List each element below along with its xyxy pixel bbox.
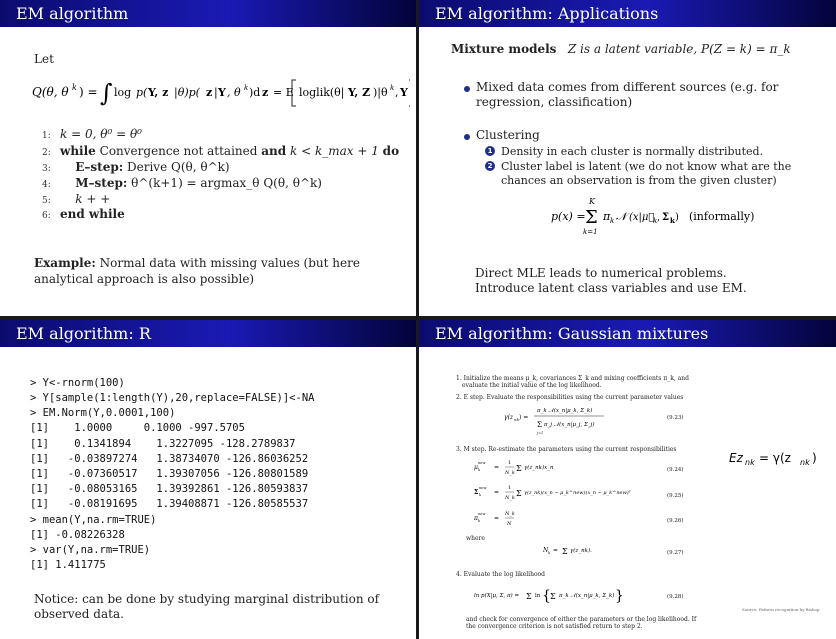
bullet-icon — [464, 86, 470, 92]
svg-text:N: N — [507, 521, 512, 527]
svg-text:|θ)p(: |θ)p( — [174, 86, 200, 99]
svg-text:k: k — [478, 468, 481, 472]
slide-title: EM algorithm: Applications — [419, 0, 836, 27]
r-code-line: [1] -0.08226328 — [30, 529, 125, 541]
step1-line-2: evaluate the initial value of the log likelihood. — [462, 382, 602, 389]
svg-text:γ(z_nk).: γ(z_nk). — [570, 548, 592, 554]
algo-line-2: 2: while Convergence not attained and k < k_max + 1 do — [42, 144, 400, 158]
svg-text:N_k: N_k — [505, 495, 515, 501]
footer-latent: Introduce latent class variables and use EM. — [475, 281, 747, 295]
svg-text:γ(z_nk)(x_n − μ_k^new)(x_n − μ: γ(z_nk)(x_n − μ_k^new)(x_n − μ_k^new)ᵀ — [524, 490, 631, 496]
slide-title: EM algorithm: Gaussian mixtures — [419, 320, 836, 347]
log-likelihood-formula — [474, 580, 654, 614]
svg-text:new: new — [478, 461, 486, 465]
footer-mle: Direct MLE leads to numerical problems. — [475, 266, 727, 280]
bullet-icon — [464, 134, 470, 140]
algo-line-1: 1: k = 0, θ⁰ = θ⁰ — [42, 127, 142, 141]
svg-text:loglik(θ|: loglik(θ| — [299, 86, 345, 99]
svg-text:Σ: Σ — [562, 547, 568, 556]
svg-text:k=1: k=1 — [583, 228, 598, 236]
svg-text:nk: nk — [514, 417, 519, 422]
svg-text:= E: = E — [273, 86, 294, 99]
svg-text:= γ(z: = γ(z — [759, 451, 791, 465]
svg-text:z: z — [206, 86, 213, 99]
notice-line-1: Notice: can be done by studying marginal distribution of — [34, 592, 380, 606]
mixture-models-line: Mixture models Z is a latent variable, P(Z = k) = π_k — [451, 42, 791, 56]
sub-density: Density in each cluster is normally distributed. — [501, 145, 764, 158]
svg-text:k: k — [244, 84, 249, 92]
svg-text:Y, z: Y, z — [148, 86, 169, 99]
svg-text:z: z — [262, 86, 269, 99]
r-code-line: > Y<-rnorm(100) — [30, 377, 125, 389]
where-text: where — [466, 535, 485, 542]
svg-text:k: k — [390, 84, 395, 92]
svg-text:)|θ: )|θ — [373, 86, 388, 99]
svg-text:Y: Y — [400, 86, 408, 99]
svg-text:Σ: Σ — [550, 592, 556, 601]
svg-text:k: k — [548, 551, 551, 555]
r-code-line: > var(Y,na.rm=TRUE) — [30, 544, 151, 556]
svg-text:ln: ln — [535, 593, 541, 599]
algo-line-5: 5: k + + — [42, 192, 111, 206]
eq-number: (9.25) — [667, 493, 684, 499]
svg-text:=: = — [494, 464, 500, 471]
svg-text:log: log — [114, 86, 132, 99]
svg-text:π: π — [474, 515, 478, 522]
svg-text:Σ: Σ — [516, 464, 522, 473]
number-2-icon: 2 — [485, 161, 495, 171]
source-note: Source: Pattern recognition by Bishop — [742, 607, 820, 612]
slide-gaussian-mixtures — [419, 320, 836, 639]
svg-text:k: k — [478, 519, 481, 523]
svg-text:,: , — [657, 212, 661, 223]
svg-text:k: k — [653, 217, 658, 225]
svg-text:p(x) =: p(x) = — [551, 210, 586, 223]
svg-text:ln p(X|μ, Σ, π) =: ln p(X|μ, Σ, π) = — [474, 593, 520, 599]
svg-text:1: 1 — [508, 460, 512, 466]
slide-em-applications — [419, 0, 836, 316]
svg-text:Σ: Σ — [516, 489, 522, 498]
step2-line: 2. E step. Evaluate the responsibilities using the current parameter values — [456, 394, 684, 401]
r-code-line: [1] -0.08053165 1.39392861 -126.80593837 — [30, 483, 309, 495]
mixture-density-formula — [549, 192, 809, 238]
slide-em-algorithm — [0, 0, 416, 316]
svg-text:π_j 𝒩(x_n|μ_j, Σ_j): π_j 𝒩(x_n|μ_j, Σ_j) — [544, 422, 595, 428]
svg-text:N_k: N_k — [505, 511, 515, 517]
svg-text:) =: ) = — [519, 414, 529, 421]
svg-text:Σ: Σ — [474, 489, 479, 496]
svg-text:new: new — [478, 512, 486, 516]
bullet-mixed-data-1: Mixed data comes from different sources (e.g. for — [476, 80, 779, 94]
check-line-1: and check for convergence of either the parameters or the log likelihood. If — [466, 616, 697, 623]
svg-text:k: k — [72, 83, 77, 92]
svg-text:1: 1 — [508, 485, 512, 491]
svg-text:N: N — [543, 547, 549, 554]
bullet-clustering: Clustering — [476, 128, 540, 142]
svg-text:π: π — [603, 210, 611, 223]
slide-title: EM algorithm: R — [0, 320, 416, 347]
svg-text:Y, Z: Y, Z — [348, 86, 371, 99]
svg-text:=: = — [553, 547, 559, 554]
svg-text:Σ: Σ — [662, 212, 670, 223]
r-code-line: > mean(Y,na.rm=TRUE) — [30, 514, 157, 526]
svg-text:Ez: Ez — [729, 451, 743, 465]
svg-text:nk: nk — [745, 458, 755, 467]
eq-number: (9.23) — [667, 415, 684, 421]
svg-text:Y: Y — [218, 86, 226, 99]
gamma-formula — [504, 402, 624, 436]
svg-text:) =: ) = — [79, 85, 98, 99]
svg-text:|: | — [214, 86, 218, 99]
number-1-icon: 1 — [485, 146, 495, 156]
eq-number: (9.24) — [667, 467, 684, 473]
r-code-line: [1] -0.08191695 1.39408871 -126.80585537 — [30, 498, 309, 510]
r-code-line: [1] 1.0000 0.1000 -997.5705 — [30, 422, 245, 434]
check-line-2: the convergence criterion is not satisfied return to step 2. — [466, 623, 643, 630]
svg-text:): ) — [675, 212, 679, 223]
svg-text:𝒩: 𝒩 — [616, 210, 627, 223]
let-text: Let — [34, 52, 54, 66]
eq-number: (9.27) — [667, 550, 684, 556]
eq-number: (9.28) — [667, 594, 684, 600]
r-code-line: [1] 1.411775 — [30, 559, 106, 571]
svg-text:k: k — [670, 216, 675, 225]
slide-em-r — [0, 320, 416, 639]
svg-text:N_k: N_k — [505, 470, 515, 476]
svg-text:γ(z_nk)x_n: γ(z_nk)x_n — [524, 465, 554, 471]
bullet-mixed-data-2: regression, classification) — [476, 95, 633, 109]
svg-text:k: k — [479, 493, 482, 497]
svg-text:): ) — [812, 451, 817, 465]
eq-number: (9.26) — [667, 518, 684, 524]
svg-text:)d: )d — [249, 86, 261, 99]
svg-text:}: } — [615, 588, 624, 604]
r-code-line: [1] 0.1341894 1.3227095 -128.2789837 — [30, 438, 296, 450]
svg-text:k: k — [610, 217, 615, 225]
step3-line: 3. M step. Re-estimate the parameters using the current responsibilities — [456, 446, 677, 453]
step4-line: 4. Evaluate the log likelihood — [456, 571, 546, 578]
svg-text:(x|μ⃗: (x|μ⃗ — [629, 212, 655, 223]
svg-text:p(: p( — [136, 86, 148, 99]
svg-text:j=1: j=1 — [537, 431, 544, 435]
svg-text:(informally): (informally) — [689, 210, 755, 223]
q-definition-formula — [30, 76, 410, 110]
svg-text:, θ: , θ — [227, 86, 241, 99]
svg-text:=: = — [494, 515, 500, 522]
example-line-2: analytical approach is also possible) — [34, 272, 255, 286]
r-code-line: > Y[sample(1:length(Y),20,replace=FALSE)]<-NA — [30, 392, 315, 404]
notice-line-2: observed data. — [34, 607, 124, 621]
example-line-1: Example: Normal data with missing values (but here — [34, 256, 360, 270]
r-code-line: [1] -0.03897274 1.38734070 -126.86036252 — [30, 453, 309, 465]
step1-line-1: 1. Initialize the means μ_k, covariances Σ_k and mixing coefficients π_k, and — [456, 375, 689, 382]
sub-latent-1: Cluster label is latent (we do not know what are the — [501, 160, 792, 173]
svg-text:Σ: Σ — [537, 421, 542, 429]
svg-text:π_k 𝒩(x_n|μ_k, Σ_k): π_k 𝒩(x_n|μ_k, Σ_k) — [559, 593, 615, 599]
svg-text:Σ: Σ — [526, 592, 532, 601]
nk-formula — [541, 538, 621, 562]
slide-title: EM algorithm — [0, 0, 416, 27]
svg-text:nk: nk — [800, 458, 810, 467]
ez-formula — [727, 446, 836, 470]
svg-text:γ(z: γ(z — [504, 414, 514, 421]
algo-line-6: 6: end while — [42, 207, 125, 221]
r-code-line: > EM.Norm(Y,0.0001,100) — [30, 407, 176, 419]
svg-text:Σ: Σ — [585, 207, 598, 228]
svg-text:=: = — [494, 489, 500, 496]
svg-text:{: { — [542, 588, 551, 604]
algo-line-4: 4: M–step: θ^(k+1) = argmax_θ Q(θ, θ^k) — [42, 176, 322, 190]
svg-text:K: K — [589, 197, 595, 206]
svg-text:π_k 𝒩(x_n|μ_k, Σ_k): π_k 𝒩(x_n|μ_k, Σ_k) — [537, 408, 593, 414]
svg-text:new: new — [479, 486, 487, 490]
sub-latent-2: chances an observation is from the given cluster) — [501, 174, 777, 187]
m-step-formulas — [474, 456, 654, 542]
svg-text:,: , — [395, 86, 399, 99]
r-code-line: [1] -0.07360517 1.39307056 -126.80801589 — [30, 468, 309, 480]
svg-text:μ: μ — [474, 464, 478, 471]
algo-line-3: 3: E–step: Derive Q(θ, θ^k) — [42, 160, 230, 174]
svg-text:∫: ∫ — [100, 79, 113, 107]
svg-text:Q(θ, θ: Q(θ, θ — [32, 85, 69, 99]
